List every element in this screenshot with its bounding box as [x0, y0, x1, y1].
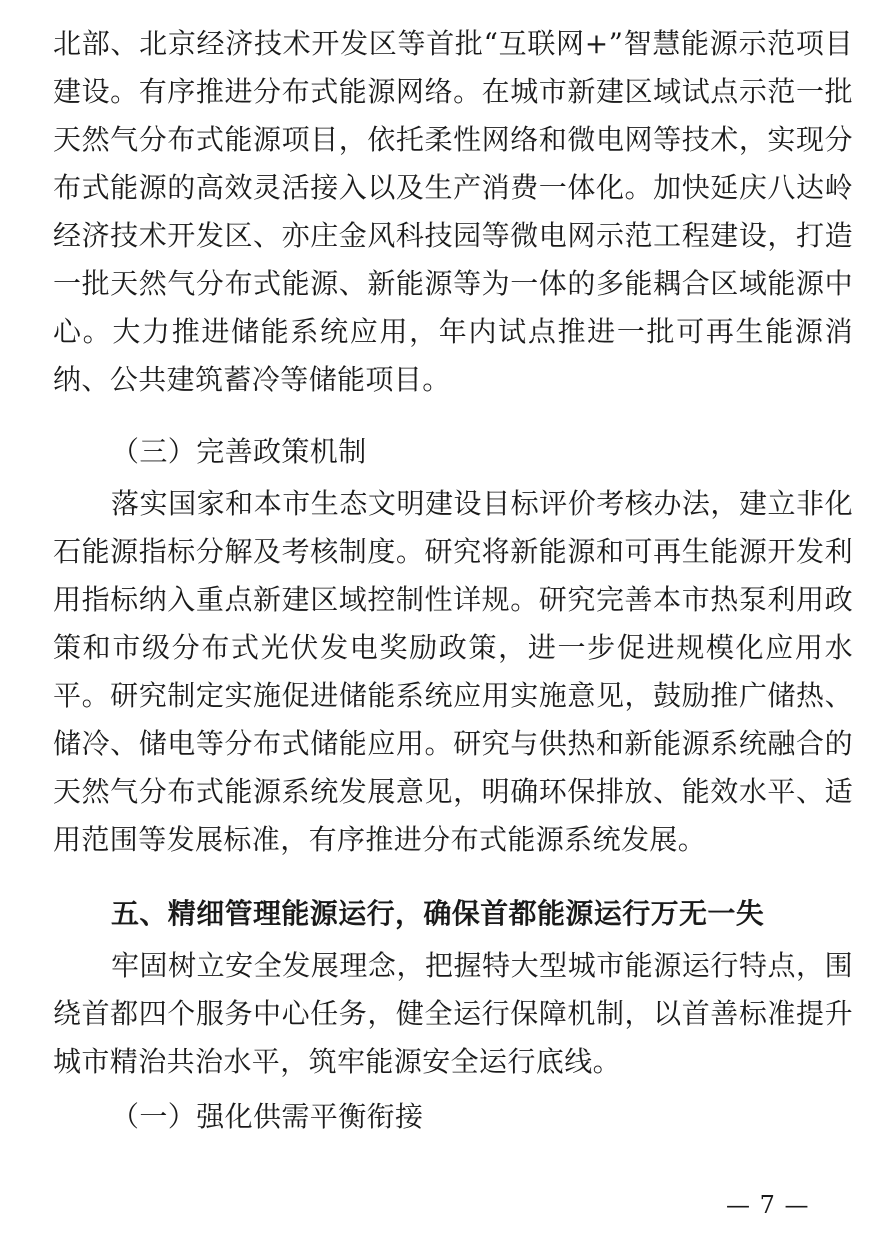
section-heading-improve-policy: （三）完善政策机制 — [111, 435, 367, 468]
body-paragraph-1: 北部、北京经济技术开发区等首批“互联网+”智慧能源示范项目建设。有序推进分布式能源网络。在城市新建区域试点示范一批天然气分布式能源项目，依托柔性网络和微电网等技术，实现分布式能源的高效灵活接入以及生产消费一体化。加快延庆八达岭经济技术开发区、亦庄金风科技园等微电网示范工程建设，打造一批天然气分布式能源、新能源等为一体的多能耦合区域能源中心。大力推进储能系统应用，年内试点推进一批可再生能源消纳、公共建筑蓄冷等储能项目。 — [53, 27, 853, 396]
body-paragraph-3: 牢固树立安全发展理念，把握特大型城市能源运行特点，围绕首都四个服务中心任务，健全运行保障机制，以首善标准提升城市精治共治水平，筑牢能源安全运行底线。 — [53, 949, 853, 1078]
body-paragraph-2: 落实国家和本市生态文明建设目标评价考核办法，建立非化石能源指标分解及考核制度。研究将新能源和可再生能源开发利用指标纳入重点新建区域控制性详规。研究完善本市热泵利用政策和市级分布式光伏发电奖励政策，进一步促进规模化应用水平。研究制定实施促进储能系统应用实施意见，鼓励推广储热、储冷、储电等分布式储能应用。研究与供热和新能源系统融合的天然气分布式能源系统发展意见，明确环保排放、能效水平、适用范围等发展标准，有序推进分布式能源系统发展。 — [53, 487, 853, 856]
page-number: — 7 — — [726, 1191, 810, 1219]
chapter-heading-energy-operation: 五、精细管理能源运行，确保首都能源运行万无一失 — [111, 897, 765, 930]
section-heading-supply-demand: （一）强化供需平衡衔接 — [111, 1100, 424, 1133]
